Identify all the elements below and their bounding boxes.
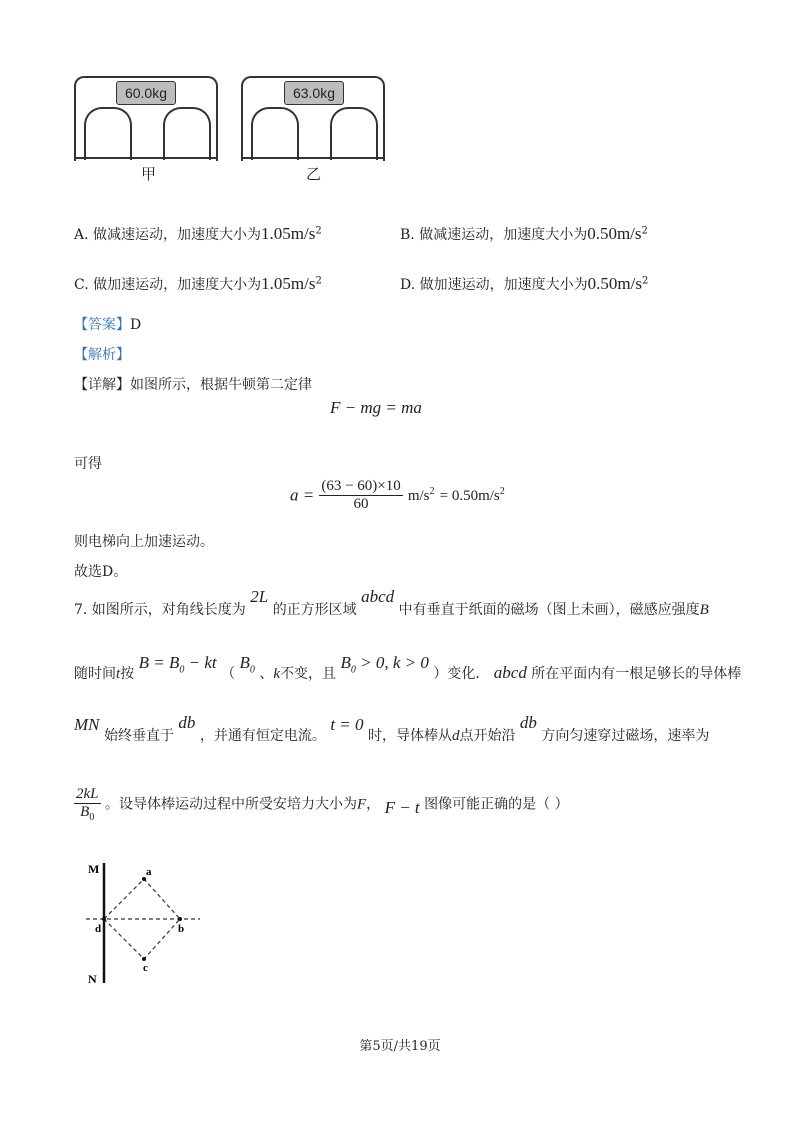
answer-line [74, 314, 141, 334]
q7-l2-abcd: abcd [493, 663, 527, 682]
q7-l3-t0: t = 0 [330, 715, 364, 734]
square-field-figure [80, 855, 220, 995]
scale-left-display: 60.0kg [116, 81, 176, 105]
right-foot [163, 107, 211, 160]
option-c-text: C. 做加速运动，加速度大小为 [74, 277, 262, 293]
q7-line4 [74, 786, 569, 823]
q7-l4-num: 2kL [76, 786, 99, 802]
keyi-text: 可得 [74, 456, 102, 472]
scale-left-label: 甲 [141, 165, 157, 183]
choose-text: 故选D。 [74, 564, 128, 580]
q7-l2-eq [138, 653, 217, 676]
q7-l4-a: 。设导体棒运动过程中所受安培力大小为 [104, 796, 357, 813]
q7-l3-MN: MN [74, 715, 100, 734]
scale-right-label: 乙 [306, 165, 322, 183]
eq2-unit-exp: 2 [429, 486, 435, 497]
q7-l2-b: 按 [120, 666, 135, 682]
q7-l2-f: ）变化． [433, 666, 490, 682]
q7-l2-eq-a: B = B [138, 653, 180, 672]
label-b: b [178, 923, 185, 935]
q7-line2 [74, 653, 742, 685]
q7-l3-e: 方向匀速穿过磁场，速率为 [541, 728, 710, 744]
eq2-unit-text: m/s [407, 488, 430, 504]
q7-l2-k: k [273, 666, 281, 682]
option-d-exp: 2 [641, 275, 649, 287]
option-c-value: 1.05m/s [261, 274, 316, 293]
label-N: N [88, 972, 97, 986]
q7-line1 [74, 587, 709, 619]
analysis-label: 【解析】 [74, 347, 130, 363]
q7-l2-cond [340, 653, 429, 676]
answer-label: 【答案】 [74, 317, 130, 333]
q7-l2-eq-sub: 0 [179, 664, 185, 676]
label-c: c [143, 962, 148, 974]
option-d-text: D. 做加速运动，加速度大小为 [400, 277, 588, 293]
q7-l3-dd: 点开始沿 [459, 728, 516, 744]
q7-l2-e: 不变，且 [280, 666, 337, 682]
q7-l4-fraction [74, 786, 101, 823]
q7-l4-b: ， [366, 796, 381, 813]
point-b [178, 917, 182, 921]
left-foot [84, 107, 132, 160]
option-b-text: B. 做减速运动，加速度大小为 [400, 227, 588, 243]
detail-label: 【详解】 [74, 377, 130, 393]
equation-acceleration [290, 478, 505, 513]
option-c-exp: 2 [315, 275, 322, 287]
option-b-value: 0.50m/s [587, 224, 642, 243]
answer-value: D [130, 317, 142, 333]
q7-l1-b: 的正方形区域 [272, 602, 357, 618]
q7-l2-c: （ [221, 666, 236, 682]
eq2-rhs-exp: 2 [499, 486, 505, 497]
detail-text: 如图所示，根据牛顿第二定律 [130, 377, 312, 393]
q7-l2-eq-b: − kt [184, 653, 217, 672]
option-b-exp: 2 [641, 225, 648, 237]
q7-l2-cond-b: B [340, 653, 351, 672]
q7-l1-2L: 2L [250, 587, 269, 606]
q7-l2-B0 [239, 653, 255, 676]
eq2-numerator: (63 − 60)×10 [321, 478, 401, 494]
option-d [400, 274, 648, 294]
option-a-value: 1.05m/s [261, 224, 316, 243]
label-M: M [88, 862, 100, 876]
q7-l3-db2: db [519, 713, 537, 732]
scale-right-display: 63.0kg [284, 81, 344, 105]
left-foot [251, 107, 299, 160]
q7-l4-c: 图像可能正确的是（ ） [424, 796, 569, 813]
page-footer: 第5页/共19页 [359, 1039, 441, 1054]
option-a-exp: 2 [315, 225, 322, 237]
q7-l4-den-b: B [80, 804, 90, 820]
label-a: a [146, 866, 152, 878]
option-a [74, 224, 322, 244]
q7-l3-db: db [178, 713, 196, 732]
q7-l4-Ft: F − t [384, 797, 420, 817]
q7-l1-c: 中有垂直于纸面的磁场（图上未画），磁感应强度 [398, 602, 700, 618]
eq2-lhs: a = [290, 485, 315, 505]
q7-l2-a: 随时间 [74, 666, 116, 682]
q7-l1-abcd: abcd [361, 587, 395, 606]
q7-l1-a: 7. 如图所示，对角线长度为 [74, 602, 246, 618]
option-d-value: 0.50m/s [587, 274, 642, 293]
eq2-unit [408, 488, 435, 504]
point-c [142, 957, 146, 961]
q7-line3 [74, 713, 710, 745]
label-d: d [95, 923, 102, 935]
right-foot [330, 107, 378, 160]
eq2-rhs [440, 488, 505, 504]
point-d [102, 917, 106, 921]
q7-l4-den [74, 804, 101, 823]
q7-l2-d: 、 [259, 666, 274, 682]
q7-l2-t: t [116, 666, 121, 682]
eq2-denominator: 60 [353, 496, 369, 512]
q7-l2-B0-sub: 0 [249, 664, 255, 676]
option-b [400, 224, 648, 244]
option-c [74, 274, 322, 294]
q7-l2-cond-sub: 0 [350, 664, 356, 676]
q7-l2-B0-b: B [239, 653, 250, 672]
q7-l3-a: 始终垂直于 [103, 728, 174, 744]
eq2-rhs-text: = 0.50m/s [439, 488, 500, 504]
q7-l3-b: ，并通有恒定电流。 [199, 728, 326, 744]
eq2-fraction [319, 478, 402, 513]
q7-l3-c: 时，导体棒从 [367, 728, 452, 744]
detail-line [74, 374, 312, 394]
q7-l4-den-sub: 0 [89, 812, 95, 823]
q7-l2-g: 所在平面内有一根足够长的导体棒 [531, 666, 742, 682]
option-a-text: A. 做减速运动，加速度大小为 [74, 227, 262, 243]
equation-newton: F − mg = ma [330, 398, 422, 417]
q7-l2-cond-rest: > 0, k > 0 [355, 653, 429, 672]
q7-l3-d: d [451, 728, 460, 744]
conclusion-text: 则电梯向上加速运动。 [74, 534, 214, 550]
q7-l4-F: F [356, 796, 367, 813]
q7-l1-B: B [699, 602, 709, 618]
